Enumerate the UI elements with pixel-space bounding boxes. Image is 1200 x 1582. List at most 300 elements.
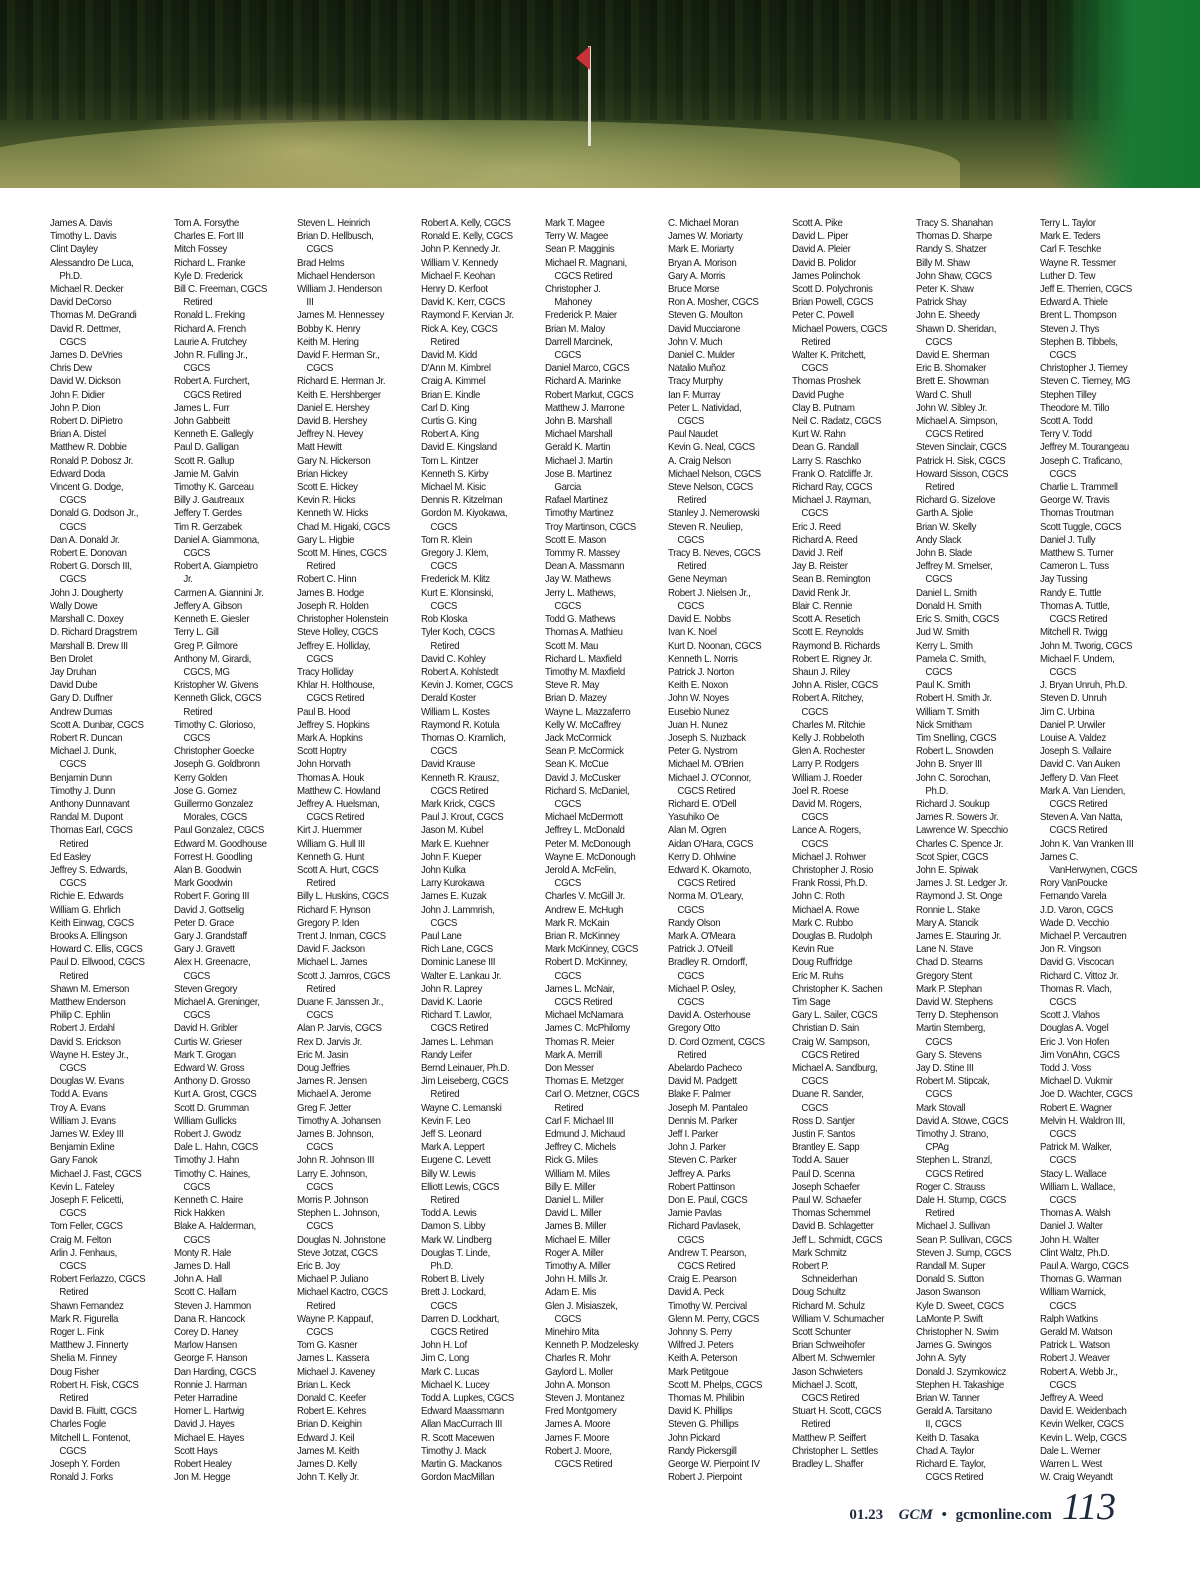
name-entry: David M. Rogers, bbox=[792, 798, 862, 810]
name-entry: Gordon MacMillan bbox=[421, 1472, 495, 1484]
name-entry: Brian L. Keck bbox=[297, 1379, 351, 1391]
name-entry: Paul W. Schaefer bbox=[792, 1195, 862, 1207]
name-entry: Craig W. Sampson, bbox=[792, 1036, 870, 1048]
name-entry: Gordon M. Kiyokawa, bbox=[421, 508, 508, 520]
name-entry: Aidan O'Hara, CGCS bbox=[668, 838, 754, 850]
name-entry: Jeffrey L. McDonald bbox=[544, 825, 625, 837]
name-entry: Kurt A. Grost, CGCS bbox=[173, 1089, 257, 1101]
name-entry: Todd G. Mathews bbox=[544, 614, 616, 626]
name-entry: Benjamin Exline bbox=[50, 1142, 115, 1154]
name-entry: Christopher Goecke bbox=[173, 746, 254, 758]
name-entry: David K. Laorie bbox=[421, 996, 483, 1008]
name-entry: David A. Peck bbox=[668, 1287, 725, 1299]
name-entry: Jeffrey S. Hopkins bbox=[297, 719, 370, 731]
name-entry: CGCS bbox=[1039, 1379, 1076, 1391]
name-entry: CGCS bbox=[297, 363, 334, 375]
name-entry: Charles V. McGill Jr. bbox=[544, 891, 625, 903]
name-entry: Brian A. Distel bbox=[50, 429, 106, 441]
name-entry: Scott A. Hurt, CGCS bbox=[297, 864, 379, 876]
name-entry: CGCS bbox=[421, 917, 458, 929]
name-entry: John H. Lof bbox=[421, 1340, 467, 1352]
name-entry: Jay Druhan bbox=[50, 666, 97, 678]
name-entry: Anthony M. Girardi, bbox=[173, 653, 251, 665]
name-entry: Retired bbox=[792, 336, 831, 348]
name-entry: Vincent G. Dodge, bbox=[50, 482, 124, 494]
name-entry: Jeffery D. Van Fleet bbox=[1039, 772, 1118, 784]
name-entry: Jay Tussing bbox=[1039, 574, 1087, 586]
name-entry: Christopher L. Settles bbox=[792, 1445, 878, 1457]
name-entry: Retired bbox=[297, 561, 336, 573]
name-entry: Donald H. Smith bbox=[915, 600, 982, 612]
name-entry: Edward M. Goodhouse bbox=[173, 838, 267, 850]
name-entry: Ward C. Shull bbox=[915, 389, 971, 401]
name-entry: Randall M. Super bbox=[915, 1261, 986, 1273]
name-entry: CGCS bbox=[668, 904, 705, 916]
name-entry: Shawn D. Sheridan, bbox=[915, 323, 996, 335]
name-entry: J.D. Varon, CGCS bbox=[1039, 904, 1113, 916]
name-entry: Christian D. Sain bbox=[792, 1023, 860, 1035]
name-entry: John J. Parker bbox=[668, 1142, 727, 1154]
name-entry: Michael J. Kaveney bbox=[297, 1366, 376, 1378]
name-entry: Michael F. Keohan bbox=[421, 270, 496, 282]
name-entry: Gaylord L. Moller bbox=[544, 1366, 613, 1378]
name-entry: Keith E. Hershberger bbox=[297, 389, 382, 401]
name-entry: Retired bbox=[421, 1195, 460, 1207]
name-entry: James L. McNair, bbox=[544, 983, 615, 995]
name-entry: James F. Moore bbox=[544, 1432, 609, 1444]
name-entry: III bbox=[297, 297, 314, 309]
name-entry: John R. Fulling Jr., bbox=[173, 350, 248, 362]
name-entry: James J. St. Ledger Jr. bbox=[915, 878, 1008, 890]
name-entry: John C. Sorochan, bbox=[915, 772, 991, 784]
magazine-name: GCM bbox=[898, 1507, 933, 1523]
name-entry: William L. Kostes bbox=[421, 706, 490, 718]
name-entry: David Renk Jr. bbox=[792, 587, 851, 599]
name-entry: Roger C. Strauss bbox=[915, 1181, 985, 1193]
name-entry: Retired bbox=[915, 1208, 955, 1220]
name-entry: Robert J. Gwodz bbox=[173, 1129, 241, 1141]
name-entry: Keith Einwag, CGCS bbox=[50, 917, 134, 929]
name-entry: Walter K. Pritchett, bbox=[792, 350, 866, 362]
name-entry: Alan P. Jarvis, CGCS bbox=[297, 1023, 382, 1035]
name-entry: Retired bbox=[544, 1102, 584, 1114]
name-entry: David C. Van Auken bbox=[1039, 759, 1120, 771]
name-entry: Retired bbox=[297, 1300, 336, 1312]
name-entry: Donald J. Szymkowicz bbox=[915, 1366, 1006, 1378]
name-entry: Sean P. Sullivan, CGCS bbox=[915, 1234, 1012, 1246]
name-entry: Jose G. Gomez bbox=[173, 785, 237, 797]
name-entry: CGCS bbox=[544, 798, 581, 810]
name-entry: Brian R. McKinney bbox=[544, 930, 620, 942]
name-entry: Kenneth E. Giesler bbox=[173, 614, 249, 626]
name-entry: CGCS Retired bbox=[668, 785, 736, 797]
name-entry: Michael Nelson, CGCS bbox=[668, 468, 762, 480]
name-entry: Todd A. Evans bbox=[50, 1089, 108, 1101]
name-entry: Minehiro Mita bbox=[544, 1327, 599, 1339]
name-entry: Sean P. McCormick bbox=[544, 746, 624, 758]
name-entry: Robert F. Goring III bbox=[173, 891, 249, 903]
name-entry: Steve R. May bbox=[544, 680, 599, 692]
name-entry: Mark Goodwin bbox=[173, 878, 233, 890]
name-entry: Alex H. Greenacre, bbox=[173, 957, 251, 969]
name-entry: Mark E. Teders bbox=[1039, 231, 1100, 243]
name-entry: Raymond R. Kotula bbox=[421, 719, 500, 731]
name-entry: James B. Miller bbox=[544, 1221, 606, 1233]
name-entry: Ralph Watkins bbox=[1039, 1313, 1098, 1325]
name-entry: John Kulka bbox=[421, 864, 466, 876]
name-entry: Bill C. Freeman, CGCS bbox=[173, 284, 267, 296]
name-entry: James E. Kuzak bbox=[421, 891, 487, 903]
name-entry: Robert J. Weaver bbox=[1039, 1353, 1110, 1365]
name-entry: Frank Rossi, Ph.D. bbox=[792, 878, 868, 890]
name-entry: Jason Schwieters bbox=[792, 1366, 863, 1378]
name-entry: Edmund J. Michaud bbox=[544, 1129, 625, 1141]
name-entry: John J. Dougherty bbox=[50, 587, 123, 599]
name-entry: Raymond F. Kervian Jr. bbox=[421, 310, 514, 322]
name-entry: CGCS bbox=[297, 1142, 334, 1154]
name-entry: CGCS Retired bbox=[668, 1261, 736, 1273]
name-entry: Steven J. Montanez bbox=[544, 1393, 625, 1405]
name-entry: Jud W. Smith bbox=[915, 627, 969, 639]
name-entry: Rory VanPoucke bbox=[1039, 878, 1107, 890]
name-entry: Scott A. Pike bbox=[792, 218, 843, 229]
name-entry: Eric J. Von Hofen bbox=[1039, 1036, 1109, 1048]
name-entry: Gerald A. Tarsitano bbox=[915, 1406, 992, 1418]
name-entry: Scott D. Polychronis bbox=[792, 284, 873, 296]
name-entry: CGCS bbox=[50, 1208, 87, 1220]
name-entry: Eric B. Shomaker bbox=[915, 363, 986, 375]
name-entry: Rafael Martinez bbox=[544, 495, 608, 507]
name-entry: CGCS bbox=[1039, 996, 1076, 1008]
name-entry: Kirt J. Huemmer bbox=[297, 825, 363, 837]
name-entry: Retired bbox=[50, 1393, 89, 1405]
name-column bbox=[544, 217, 660, 1471]
name-entry: Brian W. Tanner bbox=[915, 1393, 980, 1405]
name-entry: Darrell Marcinek, bbox=[544, 336, 613, 348]
name-entry: Andy Slack bbox=[915, 534, 961, 546]
name-entry: CGCS Retired bbox=[915, 1168, 984, 1180]
name-entry: Michael J. Rayman, bbox=[792, 495, 872, 507]
name-column bbox=[915, 217, 1031, 1484]
name-entry: John R. Johnson III bbox=[297, 1155, 375, 1167]
name-entry: CGCS bbox=[792, 508, 829, 520]
name-entry: David C. Kohley bbox=[421, 653, 486, 665]
name-entry: David J. McCusker bbox=[544, 772, 621, 784]
name-entry: Eugene C. Levett bbox=[421, 1155, 491, 1167]
name-entry: Allan MacCurrach III bbox=[421, 1419, 503, 1431]
name-entry: Dale L. Hahn, CGCS bbox=[173, 1142, 258, 1154]
name-entry: Daniel L. Smith bbox=[915, 587, 977, 599]
name-entry: Michael P. Vercautren bbox=[1039, 930, 1126, 942]
name-entry: Steven G. Moulton bbox=[668, 310, 743, 322]
name-entry: Kevin J. Komer, CGCS bbox=[421, 680, 513, 692]
name-entry: David F. Herman Sr., bbox=[297, 350, 381, 362]
name-entry: Eric B. Joy bbox=[297, 1261, 340, 1273]
name-entry: John Gabbeitt bbox=[173, 416, 230, 428]
name-entry: Elliott Lewis, CGCS bbox=[421, 1181, 500, 1193]
name-entry: Jon R. Vingson bbox=[1039, 944, 1101, 956]
name-entry: CGCS bbox=[668, 970, 705, 982]
name-entry: CGCS bbox=[173, 548, 210, 560]
name-entry: David J. Reif bbox=[792, 548, 843, 560]
name-entry: Eric J. Reed bbox=[792, 521, 841, 533]
name-entry: David L. Miller bbox=[544, 1208, 602, 1220]
name-entry: Jamie M. Galvin bbox=[173, 468, 239, 480]
name-entry: Robert J. Nielsen Jr., bbox=[668, 587, 751, 599]
name-entry: Rex D. Jarvis Jr. bbox=[297, 1036, 363, 1048]
name-entry: Doug Schultz bbox=[792, 1287, 846, 1299]
name-entry: Joseph S. Nuzback bbox=[668, 732, 747, 744]
name-entry: Wayne C. Lemanski bbox=[421, 1102, 502, 1114]
name-entry: Duane F. Janssen Jr., bbox=[297, 996, 384, 1008]
name-entry: Mark A. Van Lienden, bbox=[1039, 785, 1125, 797]
name-entry: CGCS bbox=[915, 1036, 952, 1048]
name-entry: Brent L. Thompson bbox=[1039, 310, 1116, 322]
name-entry: Retired bbox=[173, 706, 213, 718]
name-entry: Jeffrey E. Holliday, bbox=[297, 640, 371, 652]
name-entry: David B. Hershey bbox=[297, 416, 368, 428]
name-entry: Matthew R. Dobbie bbox=[50, 442, 127, 454]
name-entry: Shaun J. Riley bbox=[792, 666, 850, 678]
name-entry: John Shaw, CGCS bbox=[915, 270, 992, 282]
name-entry: Mark Stovall bbox=[915, 1102, 966, 1114]
name-entry: Steven J. Thys bbox=[1039, 323, 1099, 335]
name-entry: Robert E. Kehres bbox=[297, 1406, 367, 1418]
name-entry: Robert J. Moore, bbox=[544, 1445, 612, 1457]
name-entry: Scott E. Reynolds bbox=[792, 627, 864, 639]
name-entry: Steve Nelson, CGCS bbox=[668, 482, 754, 494]
name-entry: John V. Much bbox=[668, 336, 723, 348]
name-entry: Stephen L. Stranzl, bbox=[915, 1155, 992, 1167]
name-entry: Jason M. Kubel bbox=[421, 825, 484, 837]
page-footer bbox=[849, 1488, 1116, 1526]
name-entry: James M. Keith bbox=[297, 1445, 360, 1457]
name-entry: James L. Kassera bbox=[297, 1353, 370, 1365]
name-entry: Donald G. Dodson Jr., bbox=[50, 508, 139, 520]
name-entry: Rick Hakken bbox=[173, 1208, 225, 1220]
name-entry: Douglas W. Evans bbox=[50, 1076, 124, 1088]
name-entry: Robert D. McKinney, bbox=[544, 957, 628, 969]
tree-line bbox=[0, 0, 1200, 120]
name-entry: Richard T. Lawlor, bbox=[421, 1010, 492, 1022]
name-entry: Ronnie J. Harman bbox=[173, 1379, 247, 1391]
name-entry: James W. Exley III bbox=[50, 1129, 124, 1141]
name-entry: James D. Hall bbox=[173, 1261, 230, 1273]
name-entry: Richard E. Taylor, bbox=[915, 1459, 986, 1471]
name-entry: Scott Tuggle, CGCS bbox=[1039, 521, 1121, 533]
name-entry: John P. Dion bbox=[50, 402, 101, 414]
name-entry: Richard L. Franke bbox=[173, 257, 245, 269]
name-entry: Timothy K. Garceau bbox=[173, 482, 254, 494]
name-entry: Gregory Otto bbox=[668, 1023, 721, 1035]
name-entry: George W. Travis bbox=[1039, 495, 1109, 507]
name-entry: Scott A. Resetich bbox=[792, 614, 861, 626]
name-entry: Paul Gonzalez, CGCS bbox=[173, 825, 264, 837]
name-entry: Rick G. Miles bbox=[544, 1155, 598, 1167]
name-entry: Robert E. Rigney Jr. bbox=[792, 653, 873, 665]
name-entry: Jr. bbox=[173, 574, 193, 586]
name-entry: Brian Powell, CGCS bbox=[792, 297, 874, 309]
name-entry: Peter G. Nystrom bbox=[668, 746, 738, 758]
name-entry: Ph.D. bbox=[915, 785, 948, 797]
name-entry: Michael E. Miller bbox=[544, 1234, 611, 1246]
name-entry: Mark T. Grogan bbox=[173, 1049, 236, 1061]
name-entry: John B. Snyer III bbox=[915, 759, 982, 771]
name-entry: Charles E. Fort III bbox=[173, 231, 244, 243]
name-entry: Thomas M. Philibin bbox=[668, 1393, 745, 1405]
name-entry: Jeffrey M. Smelser, bbox=[915, 561, 993, 573]
name-entry: Daniel A. Giammona, bbox=[173, 534, 259, 546]
name-entry: Larry P. Rodgers bbox=[792, 759, 859, 771]
name-entry: Brian Schweihofer bbox=[792, 1340, 866, 1352]
name-entry: Retired bbox=[915, 482, 955, 494]
name-entry: Lance A. Rogers, bbox=[792, 825, 862, 837]
name-entry: CGCS Retired bbox=[915, 1472, 984, 1484]
name-entry: Wayne P. Kappauf, bbox=[297, 1313, 374, 1325]
name-entry: Henry D. Kerfoot bbox=[421, 284, 488, 296]
name-entry: Dale H. Stump, CGCS bbox=[915, 1195, 1006, 1207]
name-entry: David J. Gottselig bbox=[173, 904, 244, 916]
name-entry: Mark R. Figurella bbox=[50, 1313, 119, 1325]
name-entry: John B. Marshall bbox=[544, 416, 612, 428]
name-entry: Steven D. Unruh bbox=[1039, 693, 1107, 705]
name-entry: Blake F. Palmer bbox=[668, 1089, 732, 1101]
name-entry: Fernando Varela bbox=[1039, 891, 1106, 903]
name-entry: Michael P. Osley, bbox=[668, 983, 737, 995]
name-entry: Wally Dowe bbox=[50, 600, 98, 612]
name-entry: CGCS Retired bbox=[297, 812, 365, 824]
name-entry: David Mucciarone bbox=[668, 323, 741, 335]
name-entry: Daniel Marco, CGCS bbox=[544, 363, 630, 375]
name-entry: Michael McDermott bbox=[544, 812, 623, 824]
name-entry: Clint Waltz, Ph.D. bbox=[1039, 1247, 1110, 1259]
name-entry: James D. Kelly bbox=[297, 1459, 358, 1471]
name-entry: Andrew E. McHugh bbox=[544, 904, 623, 916]
name-entry: Timothy J. Hahn bbox=[173, 1155, 239, 1167]
name-entry: Kelly J. Robbeloth bbox=[792, 732, 865, 744]
name-entry: Ph.D. bbox=[421, 1261, 454, 1273]
name-entry: CGCS bbox=[50, 759, 87, 771]
name-entry: Jeffrey S. Edwards, bbox=[50, 864, 128, 876]
name-entry: Troy Martinson, CGCS bbox=[544, 521, 636, 533]
name-entry: William G. Hull III bbox=[297, 838, 366, 850]
name-entry: Retired bbox=[173, 297, 213, 309]
name-entry: Peter K. Shaw bbox=[915, 284, 974, 296]
name-entry: Michael M. Kisic bbox=[421, 482, 486, 494]
name-entry: Kerry Golden bbox=[173, 772, 227, 784]
website-link[interactable]: gcmonline.com bbox=[955, 1507, 1052, 1523]
name-entry: Charles C. Spence Jr. bbox=[915, 838, 1003, 850]
name-entry: Steven C. Tierney, MG bbox=[1039, 376, 1130, 388]
name-entry: Anthony D. Grosso bbox=[173, 1076, 250, 1088]
name-entry: Nick Smitham bbox=[915, 719, 972, 731]
name-entry: Keith D. Tasaka bbox=[915, 1432, 979, 1444]
name-entry: Dennis M. Parker bbox=[668, 1115, 738, 1127]
name-entry: Curtis G. King bbox=[421, 416, 477, 428]
name-entry: John F. Didier bbox=[50, 389, 105, 401]
name-entry: Natalio Muñoz bbox=[668, 363, 726, 375]
name-entry: Larry S. Raschko bbox=[792, 455, 862, 467]
name-entry: Glen A. Rochester bbox=[792, 746, 866, 758]
name-entry: Kyle D. Frederick bbox=[173, 270, 243, 282]
name-entry: Retired bbox=[668, 561, 707, 573]
name-entry: CGCS bbox=[668, 534, 705, 546]
name-entry: Carl D. King bbox=[421, 402, 470, 414]
name-entry: Albert M. Schwemler bbox=[792, 1353, 876, 1365]
name-entry: Carl F. Teschke bbox=[1039, 244, 1101, 256]
name-entry: Jon M. Hegge bbox=[173, 1472, 230, 1484]
name-entry: Retired bbox=[792, 1419, 831, 1431]
name-entry: Adam E. Mis bbox=[544, 1287, 596, 1299]
footer-separator: • bbox=[941, 1507, 947, 1523]
name-entry: Craig E. Pearson bbox=[668, 1274, 737, 1286]
name-entry: Jerry L. Mathews, bbox=[544, 587, 616, 599]
name-entry: Michael R. Magnani, bbox=[544, 257, 627, 269]
name-entry: Kerry L. Smith bbox=[915, 640, 973, 652]
name-entry: Robert M. Stipcak, bbox=[915, 1076, 990, 1088]
name-entry: Garth A. Sjolie bbox=[915, 508, 973, 520]
name-entry: CGCS bbox=[50, 878, 87, 890]
name-entry: William Warnick, bbox=[1039, 1287, 1106, 1299]
name-entry: Derald Koster bbox=[421, 693, 476, 705]
name-entry: Timothy W. Percival bbox=[668, 1300, 748, 1312]
name-entry: Eric M. Ruhs bbox=[792, 970, 844, 982]
name-entry: Todd J. Voss bbox=[1039, 1063, 1091, 1074]
name-entry: Ed Easley bbox=[50, 851, 91, 863]
name-entry: Joel R. Roese bbox=[792, 785, 849, 797]
issue-date: 01.23 bbox=[849, 1507, 884, 1523]
name-entry: Lawrence W. Specchio bbox=[915, 825, 1008, 837]
name-entry: Michael K. Lucey bbox=[421, 1379, 490, 1391]
name-entry: Scott D. Grumman bbox=[173, 1102, 249, 1114]
name-entry: Michael A. Rowe bbox=[792, 904, 860, 916]
name-entry: Richard F. Hynson bbox=[297, 904, 371, 916]
name-entry: Kerry D. Ohlwine bbox=[668, 851, 737, 863]
name-entry: William J. Evans bbox=[50, 1115, 116, 1127]
name-entry: Timothy L. Davis bbox=[50, 231, 117, 243]
name-entry: Jeffery T. Gerdes bbox=[173, 508, 242, 520]
name-entry: Bradley L. Shaffer bbox=[792, 1459, 864, 1471]
name-entry: Melvin H. Waldron III, bbox=[1039, 1115, 1125, 1127]
name-entry: Jay W. Mathews bbox=[544, 574, 611, 586]
name-entry: Craig A. Kimmel bbox=[421, 376, 486, 388]
name-entry: Ivan K. Noel bbox=[668, 627, 718, 639]
name-entry: Jeffrey C. Michels bbox=[544, 1142, 616, 1154]
name-entry: Robert A. Giampietro bbox=[173, 561, 258, 573]
name-entry: J. Bryan Unruh, Ph.D. bbox=[1039, 680, 1127, 692]
name-entry: CGCS Retired bbox=[1039, 798, 1107, 810]
name-entry: Kevin G. Neal, CGCS bbox=[668, 442, 756, 454]
name-entry: Alan M. Ogren bbox=[668, 825, 727, 837]
name-entry: Forrest H. Goodling bbox=[173, 851, 252, 863]
name-entry: CGCS Retired bbox=[544, 1459, 613, 1471]
name-entry: Gary Fanok bbox=[50, 1155, 98, 1167]
name-entry: Tim Sage bbox=[792, 996, 831, 1008]
name-entry: James A. Moore bbox=[544, 1419, 611, 1431]
name-entry: Tracy B. Neves, CGCS bbox=[668, 548, 761, 560]
name-entry: CGCS bbox=[1039, 666, 1076, 678]
name-entry: Howard C. Ellis, CGCS bbox=[50, 944, 143, 956]
name-entry: Fred Montgomery bbox=[544, 1406, 617, 1418]
name-entry: Brantley E. Sapp bbox=[792, 1142, 860, 1154]
name-entry: Robert P. bbox=[792, 1261, 829, 1273]
name-entry: Timothy J. Dunn bbox=[50, 785, 116, 797]
name-entry: Patrick H. Sisk, CGCS bbox=[915, 455, 1006, 467]
name-entry: Michael J. Fast, CGCS bbox=[50, 1168, 142, 1180]
name-entry: Scott Schunter bbox=[792, 1327, 851, 1339]
name-entry: Wayne L. Mazzaferro bbox=[544, 706, 631, 718]
name-entry: Troy A. Evans bbox=[50, 1102, 106, 1114]
